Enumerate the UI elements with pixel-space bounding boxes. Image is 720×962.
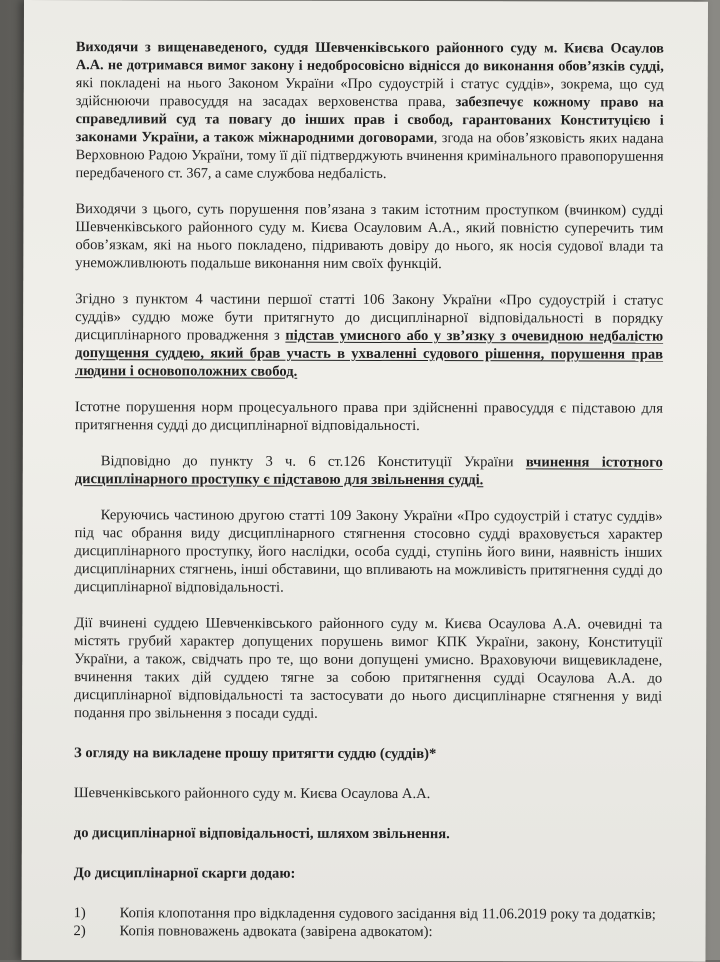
paragraph-essence: Виходячи з цього, суть порушення пов’язана з таким істотним проступком (вчинком) судді Шевченківського районного суду м. Києва Осауловим А.А., який повністю суперечить тим обов’язкам, які на нього покладено, підривають довіру до нього, як носія судової влади та унеможливлюють подальше виконання ним своїх функцій.: [75, 201, 664, 273]
paragraph-procedural-violation: Істотне порушення норм процесуального права при здійсненні правосуддя є підставою для притягнення судді до дисциплінарної відповідальності.: [74, 399, 663, 435]
violation-text: які покладені на нього Законом України «Про судоустрій і статус суддів», зокрема, що суд здійснюючи правосуддя на засадах верховенства права,: [75, 75, 664, 111]
list-item: [74, 922, 662, 942]
request-measure-text: до дисциплінарної відповідальності, шляхом звільнення.: [73, 825, 450, 843]
request-judge: Шевченківського районного суду м. Києва Осаулова А.А.: [73, 785, 431, 803]
violation-bold-rights: забезпечує кожному право на справедливий суд та повагу до інших прав і свобод, гарантованих Конституцією і законами України, а також міжнародними договорами: [75, 94, 664, 147]
violation-text-end: , згода на обов’язковість яких надана Верховною Радою України, тому її дії підтверджують вчинення кримінального правопорушення передбаченого ст. 367, а саме службова недбалість.: [75, 130, 664, 182]
constitution-underlined: вчинення істотного дисциплінарного проступку є підставою для звільнення судді.: [74, 454, 663, 489]
violation-bold-lead: Виходячи з вищенаведеного, суддя Шевченківського районного суду м. Києва Осаулов А.А. не дотримався вимог закону і недобросовісно віднісся до виконання обов’язків судді,: [75, 39, 664, 75]
paragraph-article-109: Керуючись частиною другою статті 109 Закону України «Про судоустрій і статус суддів» під час обрання виду дисциплінарного стягнення стосовно судді враховується характер дисциплінарного проступку, його наслідки, особа судді, ступінь його вини, наявність інших дисциплінарних стягнень, інші обставини, що впливають на можливість притягнення судді до дисциплінарної відповідальності.: [74, 507, 663, 596]
constitution-text: Відповідно до пункту 3 ч. 6 ст.126 Конституції України: [100, 453, 526, 471]
list-item-text: Копія клопотання про відкладення судового засідання від 11.06.2019 року та додатків;: [119, 905, 656, 923]
request-heading: [74, 744, 662, 764]
article-106-text: Згідно з пунктом 4 частини першої статті 106 Закону України «Про судоустрій і статус суддів» суддю може бути притягнуто до дисциплінарної відповідальності в порядку дисциплінарного провадження з: [75, 291, 664, 344]
paragraph-article-106: [75, 290, 663, 382]
request-heading-text: З огляду на викладене прошу притягти суддю (суддів)*: [74, 745, 437, 763]
paragraph-constitution: [75, 452, 663, 490]
attachments-heading: [74, 864, 662, 884]
list-item-text: Копія повноважень адвоката (завірена адвокатом):: [119, 923, 433, 941]
list-item-number: 2): [73, 923, 86, 940]
attachments-list: [74, 904, 662, 942]
paragraph-actions: Дії вчинені суддею Шевченківського районного суду м. Києва Осаулова А.А. очевидні та містять грубий характер допущених порушень вимог КПК України, закону, Конституції України, а також, свідчать про те, що вони допущені умисно. Враховуючи вищевикладене, вчинення таких дій суддею тягне за собою притягнення судді Осаулова А.А. до дисциплінарної відповідальності та застосувати до нього дисциплінарне стягнення у виді подання про звільнення з посади судді.: [74, 615, 663, 722]
paragraph-violation-summary: [76, 38, 664, 184]
list-item-number: 1): [73, 905, 86, 922]
attachments-heading-text: До дисциплінарної скарги додаю:: [73, 865, 296, 882]
document-page: [21, 0, 708, 962]
article-106-underlined: підстав умисного або у зв’язку з очевидною недбалістю допущення суддею, який брав участь в ухваленні судового рішення, порушення прав людини і основоположних свобод.: [75, 327, 664, 380]
list-item: [74, 904, 662, 924]
request-measure: [74, 824, 662, 844]
